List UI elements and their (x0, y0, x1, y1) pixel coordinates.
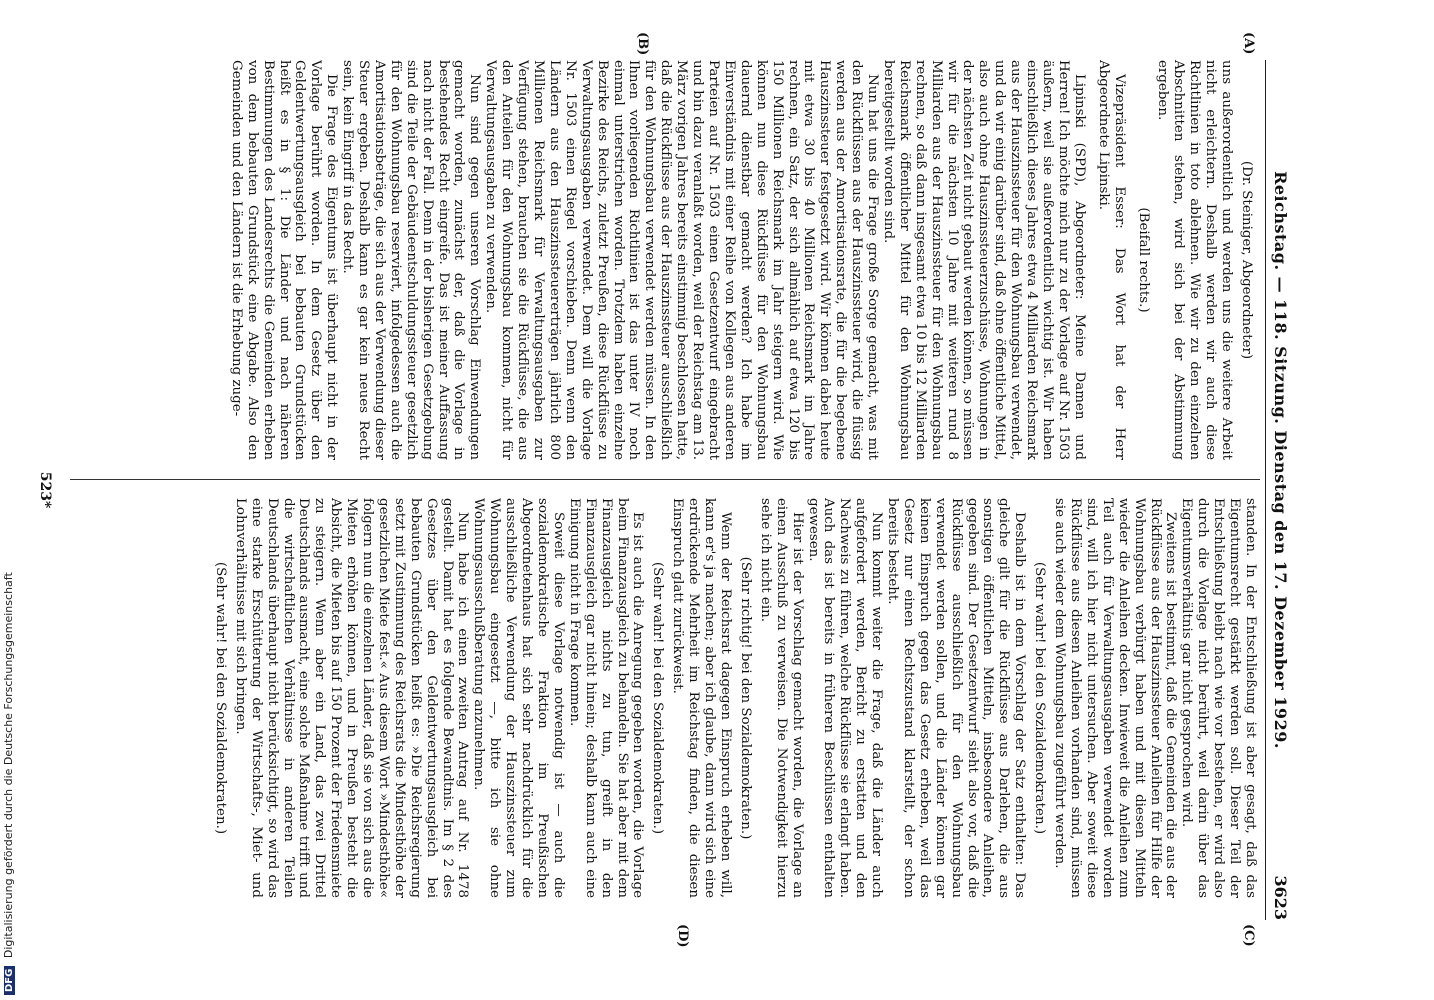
margin-mark-c: (C) (1241, 924, 1256, 947)
paragraph: Nun hat uns die Frage große Sorge gemacht, was mit den Rückflüssen aus der Hauszinssteuer wird, die flüssig werden aus der Amortisationsrate, die für die begebene Hauszinssteuer festgesetzt wird. Wir können dabei heute mit etwa 30 bis 40 Millionen Reichsmark im Jahre rechnen, ein Satz, der sich allmählich auf etwa 120 bis 150 Millionen Reichsmark im Jahr steigern wird. Wie können nun diese Rückflüsse für den Wohnungsbau dauernd dienstbar gemacht werden? Ich habe im Einverständnis mit einer Reihe von Kollegen aus anderen Parteien auf Nr. 1503 einen Gesetzentwurf eingebracht und bin dazu veranlaßt worden, weil der Reichstag am 13. März vorigen Jahres bereits einstimmig beschlossen hatte, daß die Rückflüsse aus der Hauszinssteuer ausschließlich für den Wohnungsbau verwendet werden müssen. In den Ihnen vorliegenden Richtlinien ist das unter IV noch einmal unterstrichen worden. Trotzdem haben einzelne Bezirke des Reichs, zuletzt Preußen, diese Rückflüsse zu Verwaltungsausgaben verwendet. Dem will die Vorlage Nr. 1503 einen Riegel vorschieben. Denn wenn den Ländern aus den Hauszinssteuererträgen jährlich 800 Millionen Reichsmark für Verwaltungsausgaben zur Verfügung stehen, brauchen sie die Rückflüsse, die aus den Anteilen für den Wohnungsbau kommen, nicht für Verwaltungsausgaben zu verwenden. (483, 60, 881, 460)
speaker-continuation: (Dr. Steiniger, Abgeordneter) (1239, 160, 1254, 360)
interjection: (Beifall rechts.) (1135, 207, 1151, 313)
digitization-credit (2, 5, 15, 995)
right-column (78, 498, 1258, 898)
digitization-credit-text: Digitalisierung gefördert durch die Deutsche Forschungsgemeinschaft (2, 572, 15, 959)
paragraph: uns außerordentlich und werden uns die weitere Arbeit nicht erleichtern. Deshalb werden wir auch diese Richtlinien in toto ablehnen. Wie wir zu den einzelnen Abschnitten stehen, wird sich bei der Abstimmung ergeben. (1155, 60, 1235, 460)
column-divider (70, 479, 1260, 480)
page-title: Reichstag. — 118. Sitzung. Dienstag den 17. Dezember 1929. (1271, 171, 1290, 749)
paragraph: Deshalb ist in dem Vorschlag der Satz enthalten: Das gleiche gilt für die Rückflüsse aus Darlehen, die aus sonstigen öffentlichen Mitteln, insbesondere Anleihen, gegeben sind. Der Gesetzentwurf sieht also vor, daß die Rückflüsse ausschließlich für den Wohnungsbau verwendet werden sollen, und die Länder können gar keinen Einspruch gegen das Gesetz erheben, weil das Gesetz nur einen Rechtszustand klarstellt, der schon bereits besteht. (885, 498, 1028, 898)
paragraph: Es ist auch die Anregung gegeben worden, die Vorlage beim Finanzausgleich zu behandeln. Sie hat aber mit dem Finanzausgleich nichts zu tun, greift in den Finanzausgleich gar nicht hinein; deshalb kann auch eine Einigung nicht in Frage kommen. (566, 498, 646, 898)
paragraph: standen. In der Entschließung ist aber gesagt, daß das Eigentumsrecht gestärkt werden soll. Dieser Teil der Entschließung bleibt nach wie vor bestehen, er wird also durch die Vorlage nicht berührt, weil darin über das Eigentumsverhältnis gar nicht gesprochen wird. (1179, 498, 1258, 898)
paragraph: Vizepräsident Esser: Das Wort hat der Herr Abgeordnete Lipinski. (1095, 60, 1127, 460)
paragraph: Wenn der Reichsrat dagegen Einspruch erheben will, kann er's ja machen; aber ich glaube, dann wird sich eine erdrückende Mehrheit im Reichstag finden, die diesen Einspruch glatt zurückweist. (670, 498, 733, 898)
paragraph: Nun sind gegen unseren Vorschlag Einwendungen gemacht worden, zunächst der, daß die Vorlage in bestehendes Recht eingreife. Das ist meiner Auffassung nach nicht der Fall. Denn in der bisherigen Gesetzgebung sind die Teile der Gebäudeentschuldungssteuer gesetzlich für den Wohnungsbau reserviert, infolgedessen auch die Amortisationsbeträge, die sich aus der Verwendung dieser Steuer ergeben. Deshalb kann es gar kein neues Recht sein, kein Eingriff in das Recht. (340, 60, 483, 460)
paragraph: Nun habe ich einen zweiten Antrag auf Nr. 1478 gestellt. Damit hat es folgende Bewandtnis. Im § 2 des Gesetzes über den Geldentwertungsausgleich bei bebauten Grundstücken heißt es: »Die Reichsregierung setzt mit Zustimmung des Reichsrats die Mindesthöhe der gesetzlichen Miete fest.« Aus diesem Wort »Mindesthöhe« folgern nun die einzelnen Länder, daß sie von sich aus die Mieten erhöhen können, und in Preußen besteht die Absicht, die Mieten bis auf 150 Prozent der Friedensmiete zu steigern. Wenn aber ein Land, das zwei Drittel Deutschlands ausmacht, eine solche Maßnahme trifft und die wirtschaftlichen Verhältnisse in anderen Teilen Deutschlands überhaupt nicht berücksichtigt, so wird das eine starke Erschütterung der Wirtschafts-, Miet- und Lohnverhältnisse mit sich bringen. (232, 498, 471, 898)
margin-mark-b: (B) (635, 32, 650, 56)
paragraph: Lipinski (SPD), Abgeordneter: Meine Damen und Herren! Ich möchte mich nur zu der Vorlage auf Nr. 1503 äußern, weil sie außerordentlich wichtig ist. Wir haben einschließlich dieses Jahres etwa 4 Milliarden Reichsmark aus der Hauszinssteuer für den Wohnungsbau verwendet, und da wir einig darüber sind, daß ohne öffentliche Mittel, also auch ohne Hauszinssteuerzuschüsse, Wohnungen in der nächsten Zeit nicht gebaut werden können, so müssen wir für die nächsten 10 Jahre mit weiteren rund 8 Milliarden aus der Hauszinssteuer für den Wohnungsbau rechnen, so daß dann insgesamt etwa 10 bis 12 Milliarden Reichsmark öffentlicher Mittel für den Wohnungsbau bereitgestellt worden sind. (880, 60, 1087, 460)
interjection: (Sehr wahr! bei den Sozialdemokraten.) (212, 561, 228, 835)
interjection: (Sehr wahr! bei den Sozialdemokraten.) (650, 561, 666, 835)
paragraph: Nun kommt weiter die Frage, daß die Länder auch aufgefordert werden, Bericht zu erstatten und den Nachweis zu führen, welche Rückflüsse sie erlangt haben. Auch das ist bereits in früheren Beschlüssen enthalten gewesen. (805, 498, 885, 898)
paragraph: Zweitens ist bestimmt, daß die Gemeinden die aus der Rückflüsse aus der Hauszinssteuer Anleihen für Hilfe der Wohnungsbau verbürgt haben und mit diesen Mitteln wieder die Anleihen decken. Inwieweit die Anleihen zum Teil auch für Verwaltungsausgaben verwendet worden sind, will ich hier nicht untersuchen. Aber soweit diese Rückflüsse aus diesen Anleihen vorhanden sind, müssen sie auch wieder dem Wohnungsbau zugeführt werden. (1052, 498, 1179, 898)
margin-mark-d: (D) (675, 924, 690, 948)
margin-mark-a: (A) (1241, 32, 1256, 55)
paragraph: Soweit diese Vorlage notwendig ist — auch die sozialdemokratische Fraktion im Preußischen Abgeordnetenhaus hat sich sehr nachdrücklich für die ausschließliche Verwendung der Hauszinssteuer zum Wohnungsbau eingesetzt —, bitte ich sie ohne Wohnungsausschußberatung anzunehmen. (471, 498, 566, 898)
left-column (78, 60, 1258, 460)
paragraph: Die Frage des Eigentums ist überhaupt nicht in der Vorlage berührt worden. In dem Gesetz über den Geldentwertungsausgleich bei bebauten Grundstücken heißt es in § 1: Die Länder und nach näheren Bestimmungen des Landesrechts die Gemeinden erheben von dem bebauten Grundstück eine Abgabe. Also den Gemeinden und den Ländern ist die Erhebung zuge- (228, 60, 340, 460)
dfg-logo: DFG (4, 966, 15, 995)
interjection: (Sehr wahr! bei den Sozialdemokraten.) (1032, 561, 1048, 835)
paragraph: Hier ist der Vorschlag gemacht worden, die Vorlage an einen Ausschuß zu verweisen. Die Notwendigkeit hierzu sehe ich nicht ein. (757, 498, 805, 898)
footer-mark: 523* (37, 471, 53, 509)
page-number: 3623 (1271, 875, 1290, 920)
document-page (30, 32, 1290, 948)
page-header (1265, 60, 1290, 920)
interjection: (Sehr richtig! bei den Sozialdemokraten.) (737, 556, 753, 840)
